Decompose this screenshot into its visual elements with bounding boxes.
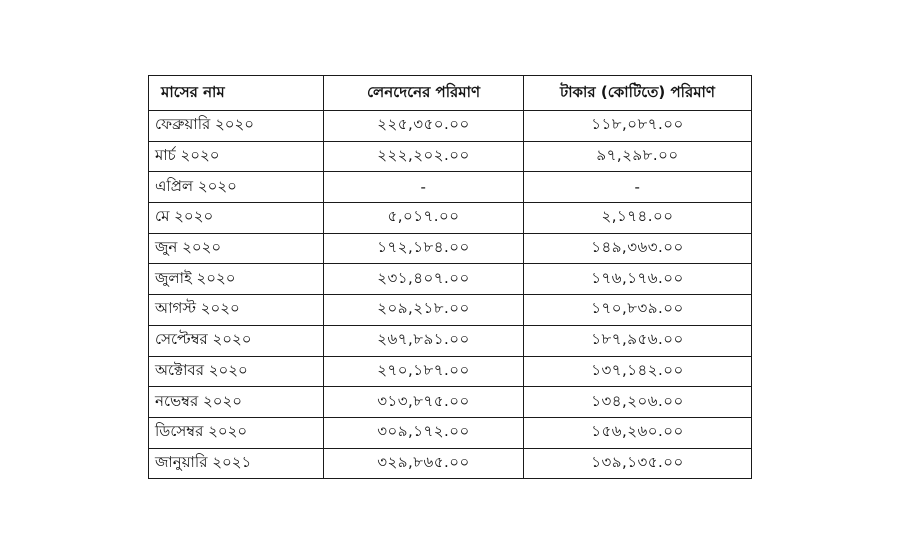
amount-crore-cell: ১৪৯,৩৬৩.০০	[524, 233, 752, 264]
transaction-count-cell: ৫,০১৭.০০	[324, 203, 524, 234]
amount-crore-cell: ১৭০,৮৩৯.০০	[524, 295, 752, 326]
table-header	[149, 76, 752, 111]
transactions-table	[148, 75, 752, 479]
transaction-count-cell: ২৩১,৪০৭.০০	[324, 264, 524, 295]
amount-crore-cell: ১৫৬,২৬০.০০	[524, 417, 752, 448]
month-cell: আগস্ট ২০২০	[149, 295, 324, 326]
month-cell: জুলাই ২০২০	[149, 264, 324, 295]
amount-crore-cell: -	[524, 172, 752, 203]
table-row	[149, 264, 752, 295]
month-cell: জানুয়ারি ২০২১	[149, 448, 324, 479]
table-row	[149, 172, 752, 203]
month-cell: অক্টোবর ২০২০	[149, 356, 324, 387]
amount-crore-cell: ১৩৭,১৪২.০০	[524, 356, 752, 387]
table-row	[149, 448, 752, 479]
month-cell: নভেম্বর ২০২০	[149, 387, 324, 418]
header-amount-crore: টাকার (কোটিতে) পরিমাণ	[524, 76, 752, 111]
month-cell: এপ্রিল ২০২০	[149, 172, 324, 203]
month-cell: ডিসেম্বর ২০২০	[149, 417, 324, 448]
transaction-count-cell: ২৬৭,৮৯১.০০	[324, 325, 524, 356]
table-row	[149, 295, 752, 326]
header-transaction-count: লেনদেনের পরিমাণ	[324, 76, 524, 111]
transaction-count-cell: -	[324, 172, 524, 203]
table-row	[149, 417, 752, 448]
transaction-count-cell: ৩২৯,৮৬৫.০০	[324, 448, 524, 479]
amount-crore-cell: ৯৭,২৯৮.০০	[524, 141, 752, 172]
transaction-count-cell: ২৭০,১৮৭.০০	[324, 356, 524, 387]
amount-crore-cell: ২,১৭৪.০০	[524, 203, 752, 234]
table-row	[149, 387, 752, 418]
month-cell: জুন ২০২০	[149, 233, 324, 264]
transaction-count-cell: ২০৯,২১৮.০০	[324, 295, 524, 326]
transaction-count-cell: ৩০৯,১৭২.০০	[324, 417, 524, 448]
transaction-count-cell: ২২৫,৩৫০.০০	[324, 111, 524, 142]
table-row	[149, 141, 752, 172]
amount-crore-cell: ১৩৯,১৩৫.০০	[524, 448, 752, 479]
amount-crore-cell: ১৩৪,২০৬.০০	[524, 387, 752, 418]
table-row	[149, 203, 752, 234]
table-row	[149, 111, 752, 142]
header-row	[149, 76, 752, 111]
month-cell: সেপ্টেম্বর ২০২০	[149, 325, 324, 356]
transaction-count-cell: ১৭২,১৮৪.০০	[324, 233, 524, 264]
cropped-text-fragment	[110, 0, 410, 8]
month-cell: মে ২০২০	[149, 203, 324, 234]
transaction-count-cell: ২২২,২০২.০০	[324, 141, 524, 172]
table-row	[149, 233, 752, 264]
amount-crore-cell: ১৭৬,১৭৬.০০	[524, 264, 752, 295]
transaction-count-cell: ৩১৩,৮৭৫.০০	[324, 387, 524, 418]
month-cell: মার্চ ২০২০	[149, 141, 324, 172]
table-body	[149, 111, 752, 479]
header-month-name: মাসের নাম	[149, 76, 324, 111]
month-cell: ফেব্রুয়ারি ২০২০	[149, 111, 324, 142]
amount-crore-cell: ১৮৭,৯৫৬.০০	[524, 325, 752, 356]
amount-crore-cell: ১১৮,০৮৭.০০	[524, 111, 752, 142]
table-row	[149, 325, 752, 356]
table-row	[149, 356, 752, 387]
